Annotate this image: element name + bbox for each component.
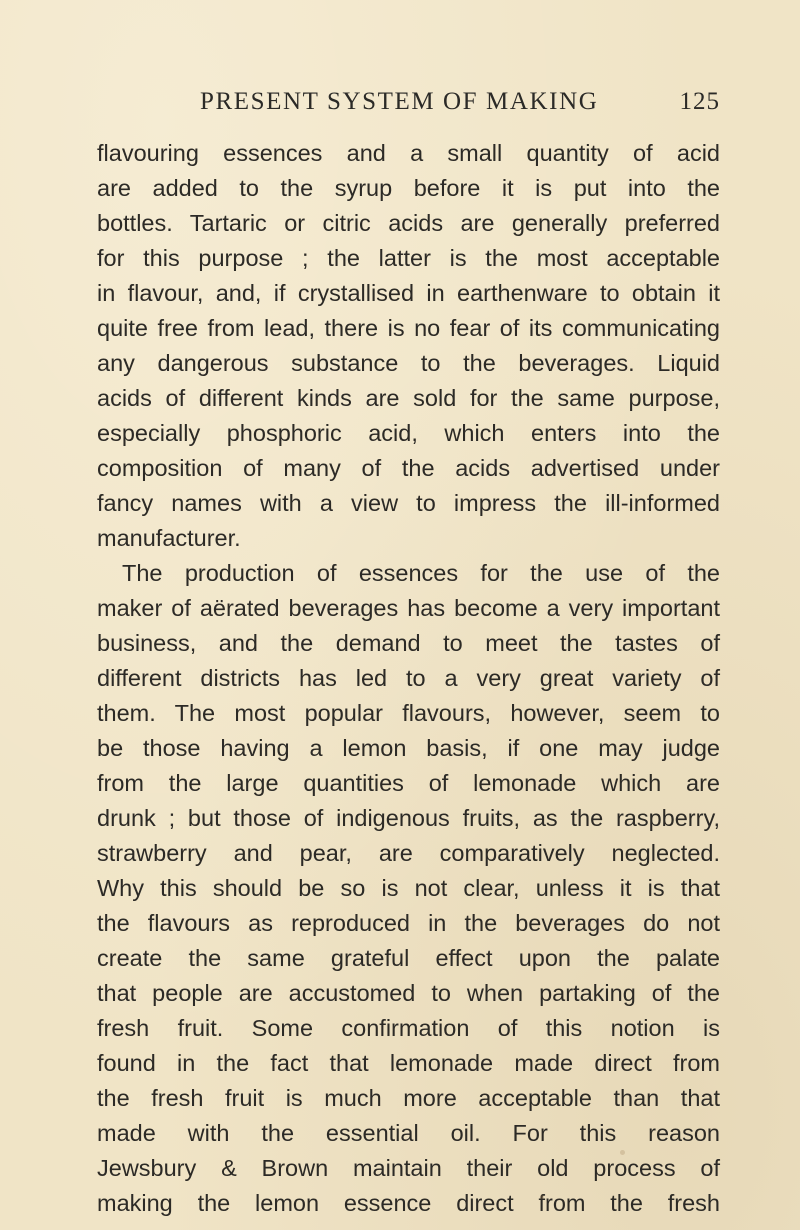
text-line: the fresh fruit is much more acceptable than that <box>97 1085 720 1111</box>
text-line: acids of different kinds are sold for the same purpose, <box>97 385 720 411</box>
text-line: made with the essential oil. For this reason <box>97 1120 720 1146</box>
text-line: fancy names with a view to impress the ill-informed <box>97 490 720 516</box>
text-line: making the lemon essence direct from the fresh <box>97 1190 720 1216</box>
text-line: Why this should be so is not clear, unless it is that <box>97 875 720 901</box>
text-line: drunk ; but those of indigenous fruits, as the raspberry, <box>97 805 720 831</box>
text-line: composition of many of the acids advertised under <box>97 455 720 481</box>
running-head <box>200 88 720 120</box>
text-line: maker of aërated beverages has become a very important <box>97 595 720 621</box>
text-line: from the large quantities of lemonade which are <box>97 770 720 796</box>
text-line: found in the fact that lemonade made direct from <box>97 1050 720 1076</box>
text-line: create the same grateful effect upon the palate <box>97 945 720 971</box>
paper-foxing-spot <box>540 1195 544 1199</box>
text-line: different districts has led to a very great variety of <box>97 665 720 691</box>
text-line: them. The most popular flavours, however, seem to <box>97 700 720 726</box>
text-line: fresh fruit. Some confirmation of this notion is <box>97 1015 720 1041</box>
text-line: bottles. Tartaric or citric acids are generally preferred <box>97 210 720 236</box>
text-line: especially phosphoric acid, which enters into the <box>97 420 720 446</box>
text-line: Jewsbury & Brown maintain their old process of <box>97 1155 720 1181</box>
paragraph-start-line: The production of essences for the use of the <box>122 560 720 586</box>
text-line: are added to the syrup before it is put into the <box>97 175 720 201</box>
text-line: be those having a lemon basis, if one may judge <box>97 735 720 761</box>
text-line: strawberry and pear, are comparatively neglected. <box>97 840 720 866</box>
paper-foxing-spot <box>620 1150 625 1155</box>
paragraph-end-line: manufacturer. <box>97 525 241 551</box>
text-line: in flavour, and, if crystallised in earthenware to obtain it <box>97 280 720 306</box>
text-line: the flavours as reproduced in the beverages do not <box>97 910 720 936</box>
body-text <box>97 136 720 1221</box>
text-line: for this purpose ; the latter is the most acceptable <box>97 245 720 271</box>
text-line: quite free from lead, there is no fear of its communicating <box>97 315 720 341</box>
text-line: business, and the demand to meet the tastes of <box>97 630 720 656</box>
page-number: 125 <box>679 88 720 115</box>
running-title: PRESENT SYSTEM OF MAKING <box>200 88 599 115</box>
text-line: any dangerous substance to the beverages. Liquid <box>97 350 720 376</box>
text-line: flavouring essences and a small quantity of acid <box>97 140 720 166</box>
text-line: that people are accustomed to when partaking of the <box>97 980 720 1006</box>
